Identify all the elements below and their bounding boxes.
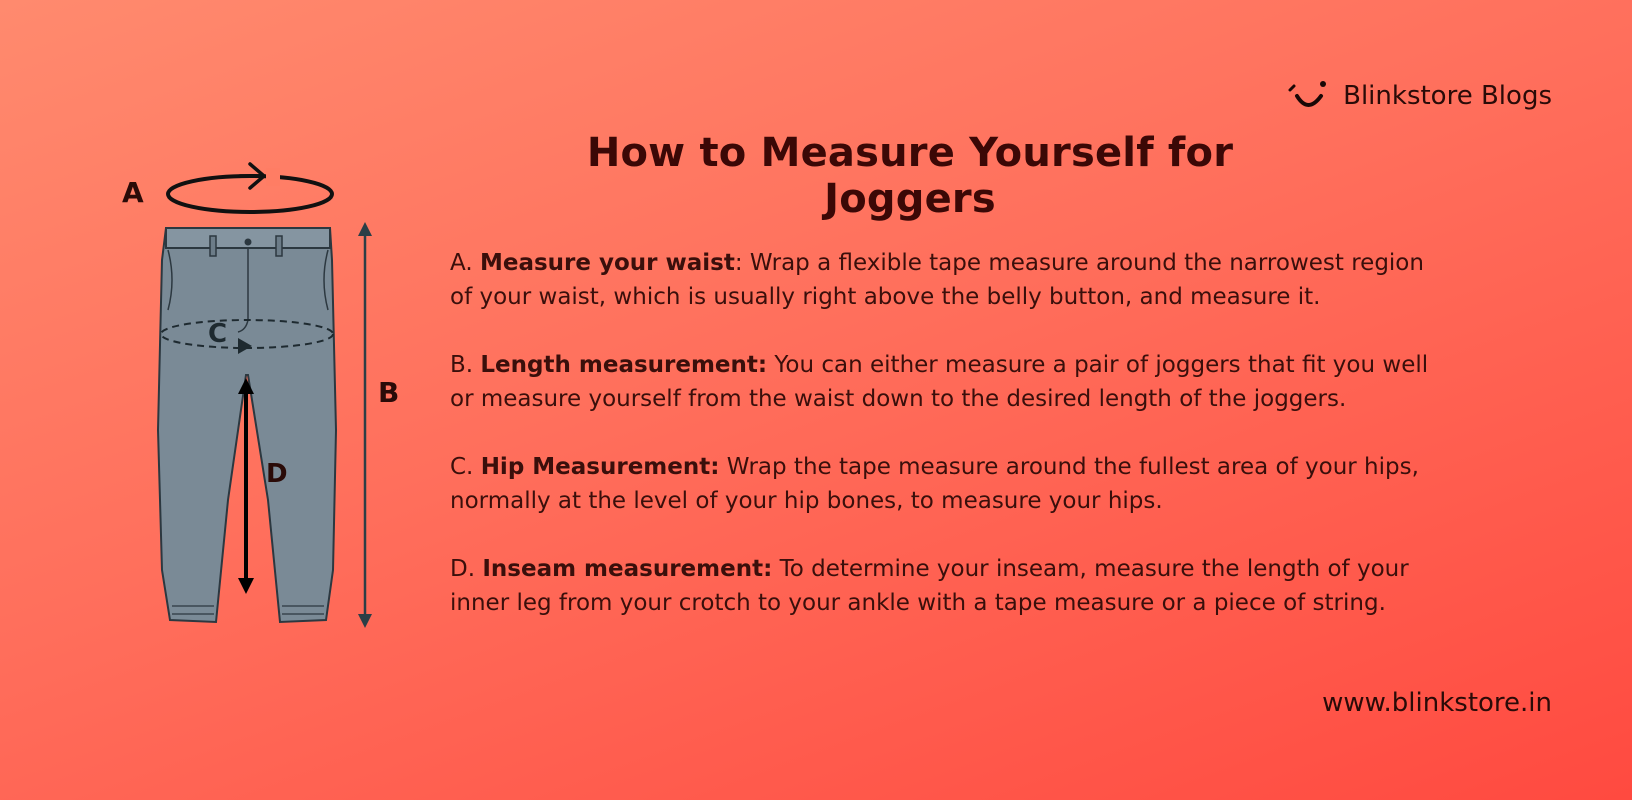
instruction-heading: Inseam measurement: <box>482 556 773 582</box>
instruction-inseam: D. Inseam measurement: To determine your inseam, measure the length of your inner leg from your crotch to your ankle with a tape measure or a piece of string. <box>450 556 1409 616</box>
smiley-logo-icon <box>1287 78 1329 114</box>
label-a: A <box>122 176 144 209</box>
brand-name: Blinkstore Blogs <box>1343 81 1552 111</box>
website-url: www.blinkstore.in <box>1322 688 1552 718</box>
brand <box>1287 78 1552 114</box>
label-c: C <box>208 319 228 349</box>
page-title: How to Measure Yourself for Joggers <box>586 130 1234 222</box>
instruction-length: B. Length measurement: You can either measure a pair of joggers that fit you well or measure yourself from the waist down to the desired length of the joggers. <box>450 352 1429 412</box>
label-d: D <box>266 459 288 489</box>
instruction-hip: C. Hip Measurement: Wrap the tape measure around the fullest area of your hips, normally at the level of your hip bones, to measure your hips. <box>450 454 1419 514</box>
inseam-arrow-down-icon <box>238 578 254 594</box>
joggers-diagram <box>100 150 430 650</box>
instruction-waist: A. Measure your waist: Wrap a flexible tape measure around the narrowest region of your waist, which is usually right above the belly button, and measure it. <box>450 250 1424 310</box>
waist-loop <box>168 176 332 212</box>
instruction-heading: Hip Measurement: <box>480 454 720 480</box>
length-arrow-down-icon <box>358 614 372 628</box>
instructions-list <box>450 246 1440 654</box>
length-arrow-up-icon <box>358 222 372 236</box>
instruction-heading: Measure your waist <box>479 250 735 276</box>
instruction-heading: Length measurement: <box>480 352 768 378</box>
waist-arrow-icon <box>240 164 264 188</box>
label-b: B <box>378 376 400 409</box>
